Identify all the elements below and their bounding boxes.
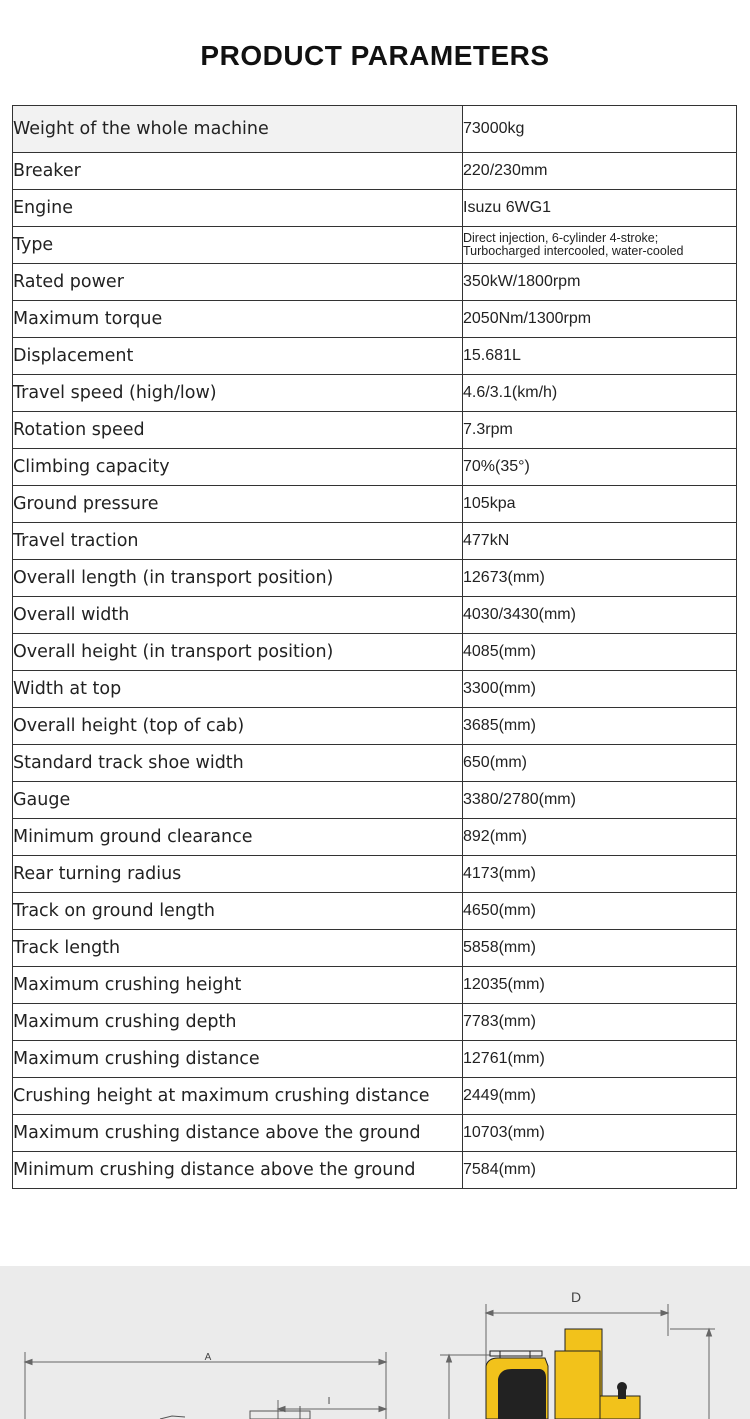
dimension-label-d: D [570,1289,582,1305]
param-value: 650(mm) [463,745,737,782]
param-value: 3685(mm) [463,708,737,745]
param-label: Track on ground length [13,893,463,930]
param-value: 350kW/1800rpm [463,264,737,301]
table-row [13,893,737,930]
param-value: 12035(mm) [463,967,737,1004]
param-value [463,227,737,264]
table-row [13,1041,737,1078]
param-value: 4173(mm) [463,856,737,893]
dimension-i [278,1400,386,1419]
param-value: 4650(mm) [463,893,737,930]
param-label: Overall height (in transport position) [13,634,463,671]
param-label: Rated power [13,264,463,301]
param-label: Maximum crushing depth [13,1004,463,1041]
table-row [13,1004,737,1041]
dimension-drawing [0,1266,750,1419]
table-row [13,375,737,412]
param-label: Ground pressure [13,486,463,523]
front-view-machine [486,1329,640,1419]
param-label: Minimum crushing distance above the ground [13,1152,463,1189]
param-value: 220/230mm [463,153,737,190]
table-row [13,819,737,856]
table-row [13,449,737,486]
param-label: Track length [13,930,463,967]
param-value-line: Turbocharged intercooled, water-cooled [463,244,684,258]
param-value: 477kN [463,523,737,560]
param-label: Crushing height at maximum crushing distance [13,1078,463,1115]
param-label: Climbing capacity [13,449,463,486]
param-value: Isuzu 6WG1 [463,190,737,227]
param-label: Width at top [13,671,463,708]
table-row [13,486,737,523]
param-label: Standard track shoe width [13,745,463,782]
param-label: Maximum crushing distance above the ground [13,1115,463,1152]
param-value: 892(mm) [463,819,737,856]
param-value: 70%(35°) [463,449,737,486]
table-row [13,634,737,671]
param-label: Overall height (top of cab) [13,708,463,745]
param-value: 73000kg [463,106,737,153]
param-label: Gauge [13,782,463,819]
table-row [13,227,737,264]
side-view-machine [160,1406,310,1419]
param-label: Rotation speed [13,412,463,449]
page-title: PRODUCT PARAMETERS [200,40,550,71]
table-row [13,301,737,338]
param-value: 4.6/3.1(km/h) [463,375,737,412]
param-label: Overall width [13,597,463,634]
param-label: Maximum crushing height [13,967,463,1004]
param-value: 12673(mm) [463,560,737,597]
param-label: Displacement [13,338,463,375]
param-value: 2449(mm) [463,1078,737,1115]
dimension-label-a: A [204,1352,212,1363]
table-row [13,106,737,153]
param-value: 12761(mm) [463,1041,737,1078]
param-label: Weight of the whole machine [13,106,463,153]
table-row [13,597,737,634]
param-label: Maximum torque [13,301,463,338]
table-row [13,338,737,375]
param-label: Travel traction [13,523,463,560]
table-row [13,782,737,819]
param-value: 2050Nm/1300rpm [463,301,737,338]
param-value-line: Direct injection, 6-cylinder 4-stroke; [463,231,659,245]
param-value: 4030/3430(mm) [463,597,737,634]
param-label: Rear turning radius [13,856,463,893]
param-value: 7783(mm) [463,1004,737,1041]
param-label: Engine [13,190,463,227]
param-label: Overall length (in transport position) [13,560,463,597]
param-value: 10703(mm) [463,1115,737,1152]
param-value: 7.3rpm [463,412,737,449]
param-value: 3300(mm) [463,671,737,708]
table-row [13,560,737,597]
table-row [13,523,737,560]
param-label: Travel speed (high/low) [13,375,463,412]
table-row [13,1078,737,1115]
table-row [13,264,737,301]
table-row [13,745,737,782]
param-value: 5858(mm) [463,930,737,967]
param-value: 7584(mm) [463,1152,737,1189]
param-label: Type [13,227,463,264]
param-value: 4085(mm) [463,634,737,671]
table-row [13,1152,737,1189]
param-value: 15.681L [463,338,737,375]
table-row [13,153,737,190]
param-label: Minimum ground clearance [13,819,463,856]
param-label: Maximum crushing distance [13,1041,463,1078]
param-value: 105kpa [463,486,737,523]
parameters-table [12,105,737,1189]
table-row [13,671,737,708]
table-row [13,190,737,227]
table-row [13,856,737,893]
table-row [13,708,737,745]
table-row [13,930,737,967]
dimension-label-i: I [327,1396,331,1407]
param-value: 3380/2780(mm) [463,782,737,819]
param-label: Breaker [13,153,463,190]
table-row [13,412,737,449]
table-row [13,1115,737,1152]
table-row [13,967,737,1004]
dimension-drawing-svg [0,1266,750,1419]
